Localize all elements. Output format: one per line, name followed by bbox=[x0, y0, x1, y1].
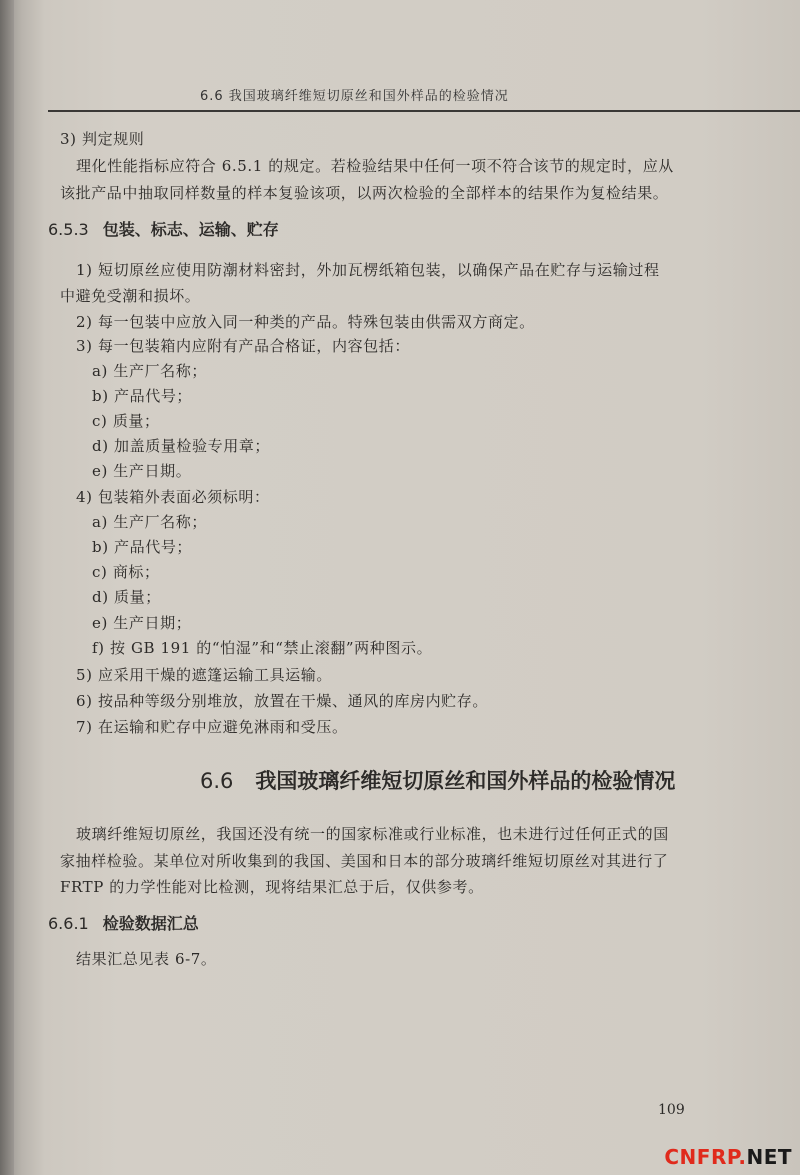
section-66-para-line2: 家抽样检验。某单位对所收集到的我国、美国和日本的部分玻璃纤维短切原丝对其进行了 bbox=[60, 852, 669, 870]
pack-item-3c: c) 质量； bbox=[92, 412, 160, 430]
running-head: 6.6 我国玻璃纤维短切原丝和国外样品的检验情况 bbox=[200, 89, 509, 104]
pack-item-1: 1) 短切原丝应使用防潮材料密封，外加瓦楞纸箱包装，以确保产品在贮存与运输过程 bbox=[76, 261, 660, 279]
pack-item-4: 4) 包装箱外表面必须标明： bbox=[76, 488, 270, 506]
pack-item-5: 5) 应采用干燥的遮篷运输工具运输。 bbox=[76, 666, 332, 684]
section-66-heading bbox=[200, 765, 675, 795]
pack-item-3b: b) 产品代号； bbox=[92, 387, 193, 405]
pack-item-3d: d) 加盖质量检验专用章； bbox=[92, 437, 271, 455]
section-661-number: 6.6.1 bbox=[48, 914, 89, 933]
page-number: 109 bbox=[658, 1102, 685, 1118]
pack-item-7: 7) 在运输和贮存中应避免淋雨和受压。 bbox=[76, 718, 348, 736]
site-watermark bbox=[664, 1145, 792, 1169]
watermark-cnfrp: CNFRP bbox=[664, 1145, 739, 1169]
section-661-text: 结果汇总见表 6-7。 bbox=[76, 950, 217, 968]
pack-item-4e: e) 生产日期； bbox=[92, 614, 192, 632]
watermark-net: NET bbox=[746, 1145, 792, 1169]
rule3-title: 3) 判定规则 bbox=[60, 130, 145, 148]
pack-item-4a: a) 生产厂名称； bbox=[92, 513, 207, 531]
section-653-heading bbox=[48, 217, 279, 240]
book-spine-shadow bbox=[0, 0, 14, 1175]
section-66-para-line3: FRTP 的力学性能对比检测，现将结果汇总于后，仅供参考。 bbox=[60, 878, 484, 896]
pack-item-4c: c) 商标； bbox=[92, 563, 160, 581]
section-653-number: 6.5.3 bbox=[48, 220, 89, 239]
pack-item-1-cont: 中避免受潮和损坏。 bbox=[60, 287, 201, 305]
pack-item-6: 6) 按品种等级分别堆放，放置在干燥、通风的库房内贮存。 bbox=[76, 692, 488, 710]
section-653-title: 包装、标志、运输、贮存 bbox=[102, 220, 279, 239]
pack-item-3: 3) 每一包装箱内应附有产品合格证，内容包括： bbox=[76, 337, 410, 355]
section-66-number: 6.6 bbox=[200, 769, 234, 793]
rule3-text-line1: 理化性能指标应符合 6.5.1 的规定。若检验结果中任何一项不符合该节的规定时，应从 bbox=[76, 157, 674, 175]
pack-item-4f: f) 按 GB 191 的“怕湿”和“禁止滚翻”两种图示。 bbox=[92, 639, 433, 657]
pack-item-4d: d) 质量； bbox=[92, 588, 161, 606]
pack-item-4b: b) 产品代号； bbox=[92, 538, 193, 556]
pack-item-3a: a) 生产厂名称； bbox=[92, 362, 207, 380]
pack-item-3e: e) 生产日期。 bbox=[92, 462, 192, 480]
section-66-para-line1: 玻璃纤维短切原丝，我国还没有统一的国家标准或行业标准，也未进行过任何正式的国 bbox=[76, 825, 669, 843]
section-661-title: 检验数据汇总 bbox=[102, 914, 199, 933]
pack-item-2: 2) 每一包装中应放入同一种类的产品。特殊包装由供需双方商定。 bbox=[76, 313, 535, 331]
section-661-heading bbox=[48, 911, 199, 934]
watermark-dot: . bbox=[738, 1145, 747, 1169]
rule3-text-line2: 该批产品中抽取同样数量的样本复验该项，以两次检验的全部样本的结果作为复检结果。 bbox=[60, 184, 669, 202]
section-66-title: 我国玻璃纤维短切原丝和国外样品的检验情况 bbox=[255, 769, 676, 793]
header-rule bbox=[48, 110, 800, 112]
